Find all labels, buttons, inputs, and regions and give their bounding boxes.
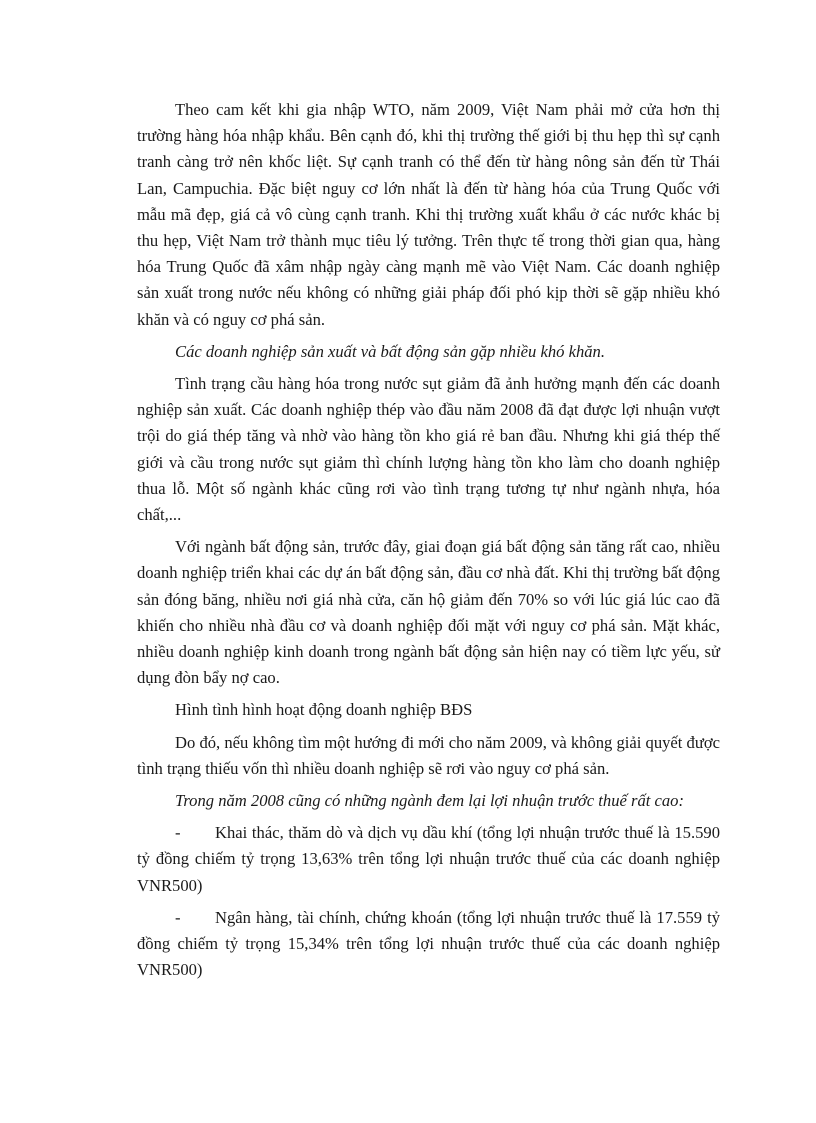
section-heading-profitable-sectors: Trong năm 2008 cũng có những ngành đem lại lợi nhuận trước thuế rất cao:: [175, 791, 685, 811]
paragraph-wto: Theo cam kết khi gia nhập WTO, năm 2009, Việt Nam phải mở cửa hơn thị trường hàng hóa nhập khẩu. Bên cạnh đó, khi thị trường thế giới bị thu hẹp thì sự cạnh tranh càng trở nên khốc liệt. Sự cạnh tranh có thể đến từ hàng nông sản đến từ Thái Lan, Campuchia. Đặc biệt nguy cơ lớn nhất là đến từ hàng hóa của Trung Quốc với mẫu mã đẹp, giá cả vô cùng cạnh tranh. Khi thị trường xuất khẩu ở các nước khác bị thu hẹp, Việt Nam trở thành mục tiêu lý tưởng. Trên thực tế trong thời gian qua, hàng hóa Trung Quốc đã xâm nhập ngày càng mạnh mẽ vào Việt Nam. Các doanh nghiệp sản xuất trong nước nếu không có những giải pháp đối phó kịp thời sẽ gặp nhiều khó khăn và có nguy cơ phá sản.: [137, 100, 720, 329]
paragraph-real-estate: Với ngành bất động sản, trước đây, giai đoạn giá bất động sản tăng rất cao, nhiều doanh nghiệp triển khai các dự án bất động sản, đầu cơ nhà đất. Khi thị trường bất động sản đóng băng, nhiều nơi giá nhà cửa, căn hộ giảm đến 70% so với lúc giá lúc cao đã khiến cho nhiều nhà đầu cơ và doanh nghiệp đối mặt với nguy cơ phá sản. Mặt khác, nhiều doanh nghiệp kinh doanh trong ngành bất động sản hiện nay có tiềm lực yếu, sử dụng đòn bẩy nợ cao.: [137, 537, 720, 688]
list-item-text: Ngân hàng, tài chính, chứng khoán (tổng lợi nhuận trước thuế là 17.559 tỷ đồng chiếm tỷ trọng 15,34% trên tổng lợi nhuận trước thuế của các doanh nghiệp VNR500): [137, 907, 720, 980]
document-body: [137, 97, 720, 990]
list-item: [137, 905, 720, 984]
section-heading-difficulties: Các doanh nghiệp sản xuất và bất động sản gặp nhiều khó khăn.: [175, 341, 606, 361]
list-item: [137, 820, 720, 899]
list-item-text: Khai thác, thăm dò và dịch vụ dầu khí (tổng lợi nhuận trước thuế là 15.590 tỷ đồng chiếm tỷ trọng 13,63% trên tổng lợi nhuận trước thuế của các doanh nghiệp VNR500): [137, 823, 720, 895]
bullet-marker: -: [175, 823, 181, 843]
figure-caption: Hình tình hình hoạt động doanh nghiệp BĐS: [175, 700, 473, 720]
bullet-marker: -: [175, 907, 181, 927]
paragraph-conclusion: Do đó, nếu không tìm một hướng đi mới cho năm 2009, và không giải quyết được tình trạng thiếu vốn thì nhiều doanh nghiệp sẽ rơi vào nguy cơ phá sản.: [137, 732, 720, 778]
paragraph-manufacturing: Tình trạng cầu hàng hóa trong nước sụt giảm đã ảnh hưởng mạnh đến các doanh nghiệp sản xuất. Các doanh nghiệp thép vào đầu năm 2008 đã đạt được lợi nhuận vượt trội do giá thép tăng và nhờ vào hàng tồn kho giá rẻ ban đầu. Nhưng khi giá thép thế giới và cầu trong nước sụt giảm thì chính lượng hàng tồn kho làm cho doanh nghiệp thua lỗ. Một số ngành khác cũng rơi vào tình trạng tương tự như ngành nhựa, hóa chất,...: [137, 374, 720, 525]
